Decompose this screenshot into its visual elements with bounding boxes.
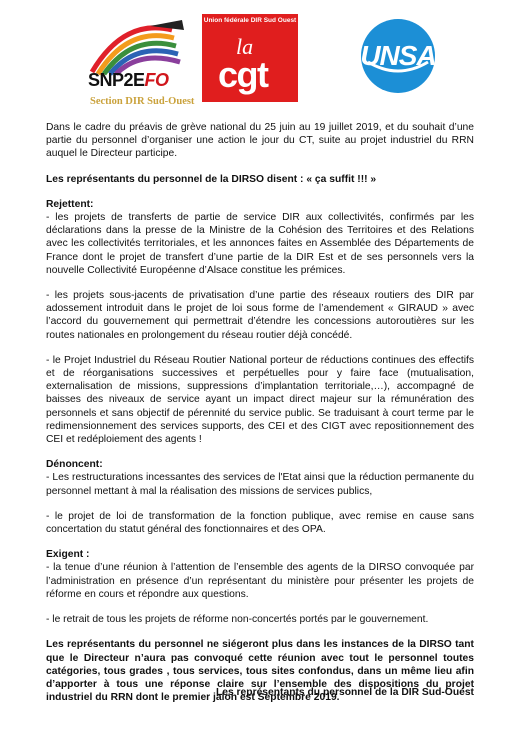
rejettent-item: - les projets sous-jacents de privatisation d’une partie des réseaux routiers des DIR par adossement introduit dans le projet de loi sous forme de l’amendement « GIRAUD » avec l’accord du gouvernement qui permettrait d’étendre les concessions autoroutières sur les routes nationales en prolongement du réseau routier déjà concédé. [46, 290, 474, 341]
exigent-item: - la tenue d’une réunion à l’attention de l’ensemble des agents de la DIRSO convoquée par l’administration en présence d’un représentant du ministère pour présenter les projets de réforme en cours et répondre aux questions. [46, 562, 474, 600]
snp2e-arc-graphic [84, 16, 192, 76]
snp2e-fo-logo [84, 16, 195, 112]
unsa-wordmark: UNSA [360, 40, 436, 71]
signature: Les représentants du personnel de la DIR Sud-Ouest [215, 687, 474, 698]
intro-paragraph: Dans le cadre du préavis de grève national du 25 juin au 19 juillet 2019, et du souhait d’une partie du personnel d’organiser une action le jour du CT, suite au projet industriel du RRN auquel le Directeur participe. [46, 122, 474, 160]
denoncent-heading: Dénoncent: [46, 459, 103, 471]
cgt-la-text: la [236, 34, 254, 59]
denoncent-item: - le projet de loi de transformation de la fonction publique, avec remise en cause sans concertation du statut général des fonctionnaires et des OPA. [46, 510, 474, 536]
cgt-union-line: Union fédérale DIR Sud Ouest [203, 17, 297, 24]
exigent-item: - le retrait de tous les projets de réforme non-concertés portés par le gouvernement. [46, 614, 429, 626]
document-body [46, 121, 474, 704]
snp-section-label: Section DIR Sud-Ouest [90, 96, 195, 107]
rejettent-heading: Rejettent: [46, 198, 94, 210]
unsa-logo [360, 18, 436, 94]
denoncent-item: - Les restructurations incessantes des services de l'Etat ainsi que la réduction permanente du personnel mettant à mal la réalisation des missions de services publics, [46, 472, 474, 497]
exigent-heading: Exigent : [46, 549, 90, 561]
rejettent-item: - le Projet Industriel du Réseau Routier National porteur de réductions continues des effectifs et de réorganisations successives et perpétuelles pour y faire face (mutualisation, externalisation de missions, suppressions d’implantation territoriale,…), accompagné de baisses des niveaux de service ayant un impact direct majeur sur la rémunération des personnels et sans objectif de pérennité du service public. Se traduisant à court terme par le redimensionnement des services supports, des CEI et des CIGT avec repositionnement des CEI et redéploiement des agents ! [46, 354, 474, 446]
conclusion-paragraph: Les représentants du personnel ne siégeront plus dans les instances de la DIRSO tant que le Directeur n’aura pas convoqué cette réunion avec tout le personnel toutes catégories, tous grades , tous services, tous sites confondus, dans un même lieu afin d’apporter à tous une réponse claire sur l’ensemble des dispositions du projet industriel du RRN dont le premier jalon est Septembre 2019. [46, 639, 474, 704]
cgt-logo [202, 14, 298, 102]
cgt-wordmark: cgt [218, 54, 268, 95]
headline: Les représentants du personnel de la DIRSO disent : « ça suffit !!! » [46, 173, 377, 185]
snp2e-fo-wordmark: SNP2EFO [88, 70, 169, 90]
rejettent-item: - les projets de transferts de partie de service DIR aux collectivités, confirmés par les déclarations dans la presse de la Ministre de la Cohésion des Territoires et des Relations avec les collectivités territoriales, et les annonces faites en Assemblée des Départements de France dont le projet de transfert d’une partie de la DIR Est et de ses personnels vers la nouvelle Collectivité Européenne d’Alsace constitue les prémices. [46, 212, 474, 276]
